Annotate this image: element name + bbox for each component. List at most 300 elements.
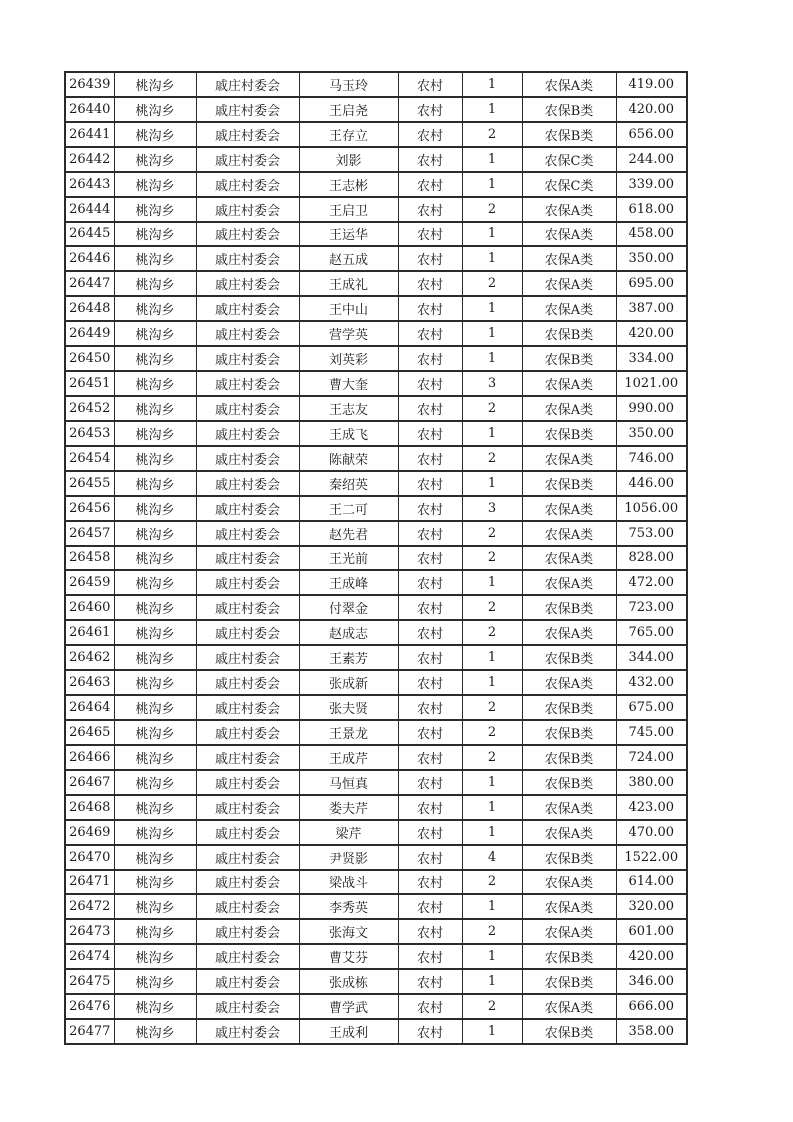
cell-insurance-category: 农保A类 <box>522 396 616 421</box>
cell-township: 桃沟乡 <box>114 246 196 271</box>
cell-village-committee: 戚庄村委会 <box>196 421 299 446</box>
cell-resident-type: 农村 <box>398 172 462 197</box>
cell-resident-type: 农村 <box>398 870 462 895</box>
cell-insurance-category: 农保B类 <box>522 321 616 346</box>
cell-person-count: 1 <box>462 471 522 496</box>
cell-person-count: 2 <box>462 695 522 720</box>
cell-amount: 666.00 <box>616 994 687 1019</box>
cell-amount: 419.00 <box>616 72 687 97</box>
cell-person-count: 2 <box>462 620 522 645</box>
cell-resident-type: 农村 <box>398 1019 462 1044</box>
cell-record-id: 26457 <box>65 521 114 546</box>
cell-insurance-category: 农保B类 <box>522 720 616 745</box>
cell-village-committee: 戚庄村委会 <box>196 570 299 595</box>
cell-resident-type: 农村 <box>398 944 462 969</box>
cell-person-count: 1 <box>462 570 522 595</box>
cell-amount: 656.00 <box>616 122 687 147</box>
table-row <box>65 521 687 546</box>
cell-person-count: 2 <box>462 745 522 770</box>
cell-person-name: 李秀英 <box>299 894 398 919</box>
cell-amount: 423.00 <box>616 795 687 820</box>
cell-township: 桃沟乡 <box>114 346 196 371</box>
cell-township: 桃沟乡 <box>114 496 196 521</box>
cell-record-id: 26468 <box>65 795 114 820</box>
table-row <box>65 396 687 421</box>
cell-person-name: 王素芳 <box>299 645 398 670</box>
cell-township: 桃沟乡 <box>114 745 196 770</box>
cell-person-name: 娄夫芹 <box>299 795 398 820</box>
table-row <box>65 720 687 745</box>
cell-record-id: 26452 <box>65 396 114 421</box>
cell-record-id: 26477 <box>65 1019 114 1044</box>
cell-village-committee: 戚庄村委会 <box>196 197 299 222</box>
cell-amount: 470.00 <box>616 820 687 845</box>
cell-village-committee: 戚庄村委会 <box>196 720 299 745</box>
cell-amount: 765.00 <box>616 620 687 645</box>
cell-person-name: 刘影 <box>299 147 398 172</box>
cell-person-count: 2 <box>462 720 522 745</box>
cell-resident-type: 农村 <box>398 919 462 944</box>
cell-village-committee: 戚庄村委会 <box>196 546 299 571</box>
cell-insurance-category: 农保C类 <box>522 172 616 197</box>
cell-record-id: 26442 <box>65 147 114 172</box>
cell-township: 桃沟乡 <box>114 570 196 595</box>
cell-record-id: 26470 <box>65 845 114 870</box>
cell-person-count: 1 <box>462 147 522 172</box>
cell-person-name: 王成礼 <box>299 271 398 296</box>
cell-insurance-category: 农保B类 <box>522 645 616 670</box>
cell-person-count: 2 <box>462 271 522 296</box>
cell-resident-type: 农村 <box>398 645 462 670</box>
cell-insurance-category: 农保A类 <box>522 496 616 521</box>
cell-township: 桃沟乡 <box>114 720 196 745</box>
cell-resident-type: 农村 <box>398 795 462 820</box>
cell-township: 桃沟乡 <box>114 321 196 346</box>
cell-township: 桃沟乡 <box>114 645 196 670</box>
cell-person-name: 张成新 <box>299 670 398 695</box>
cell-village-committee: 戚庄村委会 <box>196 296 299 321</box>
cell-insurance-category: 农保B类 <box>522 346 616 371</box>
cell-resident-type: 农村 <box>398 246 462 271</box>
cell-person-count: 1 <box>462 246 522 271</box>
cell-amount: 420.00 <box>616 321 687 346</box>
cell-person-name: 王二可 <box>299 496 398 521</box>
cell-person-name: 王成峰 <box>299 570 398 595</box>
cell-township: 桃沟乡 <box>114 670 196 695</box>
cell-township: 桃沟乡 <box>114 471 196 496</box>
cell-township: 桃沟乡 <box>114 421 196 446</box>
cell-village-committee: 戚庄村委会 <box>196 894 299 919</box>
cell-amount: 432.00 <box>616 670 687 695</box>
cell-record-id: 26446 <box>65 246 114 271</box>
cell-amount: 675.00 <box>616 695 687 720</box>
cell-insurance-category: 农保B类 <box>522 1019 616 1044</box>
table-row <box>65 321 687 346</box>
cell-amount: 472.00 <box>616 570 687 595</box>
cell-record-id: 26453 <box>65 421 114 446</box>
cell-record-id: 26456 <box>65 496 114 521</box>
cell-insurance-category: 农保B类 <box>522 97 616 122</box>
cell-village-committee: 戚庄村委会 <box>196 122 299 147</box>
cell-person-name: 曹大奎 <box>299 371 398 396</box>
cell-village-committee: 戚庄村委会 <box>196 72 299 97</box>
table-row <box>65 72 687 97</box>
cell-village-committee: 戚庄村委会 <box>196 969 299 994</box>
cell-village-committee: 戚庄村委会 <box>196 919 299 944</box>
cell-person-count: 1 <box>462 222 522 247</box>
cell-resident-type: 农村 <box>398 546 462 571</box>
cell-amount: 1522.00 <box>616 845 687 870</box>
cell-person-name: 尹贤影 <box>299 845 398 870</box>
table-row <box>65 645 687 670</box>
cell-village-committee: 戚庄村委会 <box>196 521 299 546</box>
cell-record-id: 26471 <box>65 870 114 895</box>
cell-person-name: 付翠金 <box>299 595 398 620</box>
cell-village-committee: 戚庄村委会 <box>196 97 299 122</box>
cell-resident-type: 农村 <box>398 994 462 1019</box>
cell-record-id: 26455 <box>65 471 114 496</box>
cell-person-name: 张成栋 <box>299 969 398 994</box>
cell-township: 桃沟乡 <box>114 770 196 795</box>
table-row <box>65 695 687 720</box>
cell-village-committee: 戚庄村委会 <box>196 994 299 1019</box>
cell-village-committee: 戚庄村委会 <box>196 770 299 795</box>
cell-person-count: 3 <box>462 496 522 521</box>
cell-person-name: 王存立 <box>299 122 398 147</box>
cell-person-name: 王成利 <box>299 1019 398 1044</box>
cell-person-name: 马玉玲 <box>299 72 398 97</box>
cell-amount: 346.00 <box>616 969 687 994</box>
cell-insurance-category: 农保A类 <box>522 72 616 97</box>
cell-amount: 320.00 <box>616 894 687 919</box>
cell-village-committee: 戚庄村委会 <box>196 346 299 371</box>
table-row <box>65 446 687 471</box>
cell-village-committee: 戚庄村委会 <box>196 595 299 620</box>
table-row <box>65 870 687 895</box>
cell-person-name: 刘英彩 <box>299 346 398 371</box>
cell-village-committee: 戚庄村委会 <box>196 1019 299 1044</box>
cell-person-name: 赵成志 <box>299 620 398 645</box>
cell-township: 桃沟乡 <box>114 122 196 147</box>
cell-amount: 420.00 <box>616 97 687 122</box>
cell-village-committee: 戚庄村委会 <box>196 695 299 720</box>
cell-person-count: 1 <box>462 421 522 446</box>
table-row <box>65 371 687 396</box>
cell-person-name: 梁芹 <box>299 820 398 845</box>
cell-person-count: 2 <box>462 870 522 895</box>
cell-insurance-category: 农保A类 <box>522 670 616 695</box>
cell-record-id: 26450 <box>65 346 114 371</box>
cell-township: 桃沟乡 <box>114 396 196 421</box>
cell-resident-type: 农村 <box>398 720 462 745</box>
cell-person-count: 1 <box>462 795 522 820</box>
cell-township: 桃沟乡 <box>114 994 196 1019</box>
cell-record-id: 26459 <box>65 570 114 595</box>
records-table-body <box>65 72 687 1044</box>
cell-amount: 1021.00 <box>616 371 687 396</box>
cell-record-id: 26461 <box>65 620 114 645</box>
cell-village-committee: 戚庄村委会 <box>196 944 299 969</box>
cell-village-committee: 戚庄村委会 <box>196 371 299 396</box>
cell-village-committee: 戚庄村委会 <box>196 471 299 496</box>
cell-township: 桃沟乡 <box>114 695 196 720</box>
cell-resident-type: 农村 <box>398 271 462 296</box>
cell-person-name: 王启卫 <box>299 197 398 222</box>
cell-amount: 350.00 <box>616 421 687 446</box>
table-row <box>65 222 687 247</box>
cell-person-name: 赵先君 <box>299 521 398 546</box>
cell-resident-type: 农村 <box>398 496 462 521</box>
cell-person-name: 营学英 <box>299 321 398 346</box>
table-row <box>65 421 687 446</box>
cell-person-name: 王景龙 <box>299 720 398 745</box>
cell-insurance-category: 农保B类 <box>522 421 616 446</box>
cell-resident-type: 农村 <box>398 620 462 645</box>
cell-village-committee: 戚庄村委会 <box>196 396 299 421</box>
cell-person-name: 陈献荣 <box>299 446 398 471</box>
cell-person-name: 王运华 <box>299 222 398 247</box>
table-row <box>65 546 687 571</box>
cell-record-id: 26472 <box>65 894 114 919</box>
table-row <box>65 620 687 645</box>
table-row <box>65 296 687 321</box>
table-row <box>65 919 687 944</box>
table-row <box>65 246 687 271</box>
cell-resident-type: 农村 <box>398 471 462 496</box>
cell-insurance-category: 农保A类 <box>522 296 616 321</box>
cell-record-id: 26449 <box>65 321 114 346</box>
table-row <box>65 346 687 371</box>
cell-resident-type: 农村 <box>398 97 462 122</box>
cell-amount: 339.00 <box>616 172 687 197</box>
cell-township: 桃沟乡 <box>114 72 196 97</box>
cell-person-count: 4 <box>462 845 522 870</box>
table-row <box>65 670 687 695</box>
cell-person-name: 秦绍英 <box>299 471 398 496</box>
cell-person-name: 梁战斗 <box>299 870 398 895</box>
cell-record-id: 26465 <box>65 720 114 745</box>
cell-person-count: 1 <box>462 321 522 346</box>
cell-amount: 745.00 <box>616 720 687 745</box>
cell-village-committee: 戚庄村委会 <box>196 795 299 820</box>
cell-insurance-category: 农保B类 <box>522 695 616 720</box>
cell-person-count: 1 <box>462 172 522 197</box>
cell-insurance-category: 农保A类 <box>522 795 616 820</box>
cell-insurance-category: 农保A类 <box>522 222 616 247</box>
table-row <box>65 271 687 296</box>
cell-insurance-category: 农保A类 <box>522 820 616 845</box>
cell-resident-type: 农村 <box>398 820 462 845</box>
cell-amount: 334.00 <box>616 346 687 371</box>
cell-township: 桃沟乡 <box>114 919 196 944</box>
cell-insurance-category: 农保A类 <box>522 446 616 471</box>
cell-record-id: 26460 <box>65 595 114 620</box>
cell-record-id: 26458 <box>65 546 114 571</box>
cell-person-name: 马恒真 <box>299 770 398 795</box>
cell-resident-type: 农村 <box>398 446 462 471</box>
cell-resident-type: 农村 <box>398 72 462 97</box>
cell-record-id: 26474 <box>65 944 114 969</box>
table-row <box>65 994 687 1019</box>
cell-record-id: 26439 <box>65 72 114 97</box>
cell-amount: 387.00 <box>616 296 687 321</box>
cell-township: 桃沟乡 <box>114 371 196 396</box>
cell-insurance-category: 农保A类 <box>522 546 616 571</box>
cell-village-committee: 戚庄村委会 <box>196 745 299 770</box>
cell-village-committee: 戚庄村委会 <box>196 496 299 521</box>
cell-amount: 1056.00 <box>616 496 687 521</box>
cell-person-count: 1 <box>462 894 522 919</box>
cell-person-count: 1 <box>462 72 522 97</box>
cell-amount: 614.00 <box>616 870 687 895</box>
table-row <box>65 595 687 620</box>
table-row <box>65 147 687 172</box>
cell-resident-type: 农村 <box>398 396 462 421</box>
cell-village-committee: 戚庄村委会 <box>196 446 299 471</box>
cell-insurance-category: 农保A类 <box>522 994 616 1019</box>
cell-amount: 746.00 <box>616 446 687 471</box>
cell-person-name: 张海文 <box>299 919 398 944</box>
cell-village-committee: 戚庄村委会 <box>196 870 299 895</box>
cell-amount: 350.00 <box>616 246 687 271</box>
cell-record-id: 26473 <box>65 919 114 944</box>
cell-person-count: 1 <box>462 296 522 321</box>
cell-resident-type: 农村 <box>398 222 462 247</box>
cell-person-name: 曹学武 <box>299 994 398 1019</box>
cell-insurance-category: 农保B类 <box>522 471 616 496</box>
cell-person-name: 曹艾芬 <box>299 944 398 969</box>
cell-person-count: 2 <box>462 122 522 147</box>
records-table <box>64 71 688 1045</box>
cell-township: 桃沟乡 <box>114 172 196 197</box>
table-row <box>65 845 687 870</box>
cell-township: 桃沟乡 <box>114 595 196 620</box>
cell-insurance-category: 农保A类 <box>522 271 616 296</box>
cell-record-id: 26464 <box>65 695 114 720</box>
cell-resident-type: 农村 <box>398 197 462 222</box>
cell-person-name: 王光前 <box>299 546 398 571</box>
cell-person-count: 2 <box>462 919 522 944</box>
cell-person-count: 2 <box>462 595 522 620</box>
cell-person-name: 王成芹 <box>299 745 398 770</box>
cell-resident-type: 农村 <box>398 894 462 919</box>
cell-resident-type: 农村 <box>398 371 462 396</box>
table-row <box>65 97 687 122</box>
cell-township: 桃沟乡 <box>114 296 196 321</box>
cell-township: 桃沟乡 <box>114 1019 196 1044</box>
table-row <box>65 1019 687 1044</box>
cell-amount: 458.00 <box>616 222 687 247</box>
cell-person-name: 王启尧 <box>299 97 398 122</box>
cell-township: 桃沟乡 <box>114 845 196 870</box>
cell-insurance-category: 农保B类 <box>522 944 616 969</box>
cell-amount: 344.00 <box>616 645 687 670</box>
cell-resident-type: 农村 <box>398 122 462 147</box>
cell-record-id: 26441 <box>65 122 114 147</box>
cell-record-id: 26454 <box>65 446 114 471</box>
cell-insurance-category: 农保A类 <box>522 870 616 895</box>
cell-insurance-category: 农保B类 <box>522 969 616 994</box>
cell-resident-type: 农村 <box>398 745 462 770</box>
cell-record-id: 26443 <box>65 172 114 197</box>
cell-person-count: 1 <box>462 346 522 371</box>
cell-village-committee: 戚庄村委会 <box>196 820 299 845</box>
cell-village-committee: 戚庄村委会 <box>196 845 299 870</box>
cell-village-committee: 戚庄村委会 <box>196 645 299 670</box>
cell-amount: 695.00 <box>616 271 687 296</box>
cell-resident-type: 农村 <box>398 296 462 321</box>
cell-insurance-category: 农保A类 <box>522 620 616 645</box>
cell-amount: 828.00 <box>616 546 687 571</box>
table-row <box>65 496 687 521</box>
cell-insurance-category: 农保A类 <box>522 894 616 919</box>
cell-resident-type: 农村 <box>398 321 462 346</box>
cell-record-id: 26476 <box>65 994 114 1019</box>
cell-township: 桃沟乡 <box>114 870 196 895</box>
cell-person-count: 2 <box>462 396 522 421</box>
cell-amount: 358.00 <box>616 1019 687 1044</box>
cell-person-count: 1 <box>462 645 522 670</box>
cell-resident-type: 农村 <box>398 595 462 620</box>
cell-amount: 723.00 <box>616 595 687 620</box>
cell-township: 桃沟乡 <box>114 197 196 222</box>
cell-township: 桃沟乡 <box>114 271 196 296</box>
table-row <box>65 197 687 222</box>
cell-amount: 244.00 <box>616 147 687 172</box>
cell-insurance-category: 农保B类 <box>522 122 616 147</box>
cell-village-committee: 戚庄村委会 <box>196 271 299 296</box>
cell-person-count: 2 <box>462 197 522 222</box>
cell-person-count: 1 <box>462 770 522 795</box>
cell-insurance-category: 农保B类 <box>522 770 616 795</box>
cell-person-name: 王志彬 <box>299 172 398 197</box>
cell-record-id: 26462 <box>65 645 114 670</box>
cell-insurance-category: 农保A类 <box>522 570 616 595</box>
cell-insurance-category: 农保A类 <box>522 919 616 944</box>
table-row <box>65 795 687 820</box>
cell-township: 桃沟乡 <box>114 969 196 994</box>
cell-township: 桃沟乡 <box>114 446 196 471</box>
cell-amount: 753.00 <box>616 521 687 546</box>
cell-record-id: 26466 <box>65 745 114 770</box>
cell-insurance-category: 农保A类 <box>522 197 616 222</box>
cell-person-count: 2 <box>462 521 522 546</box>
cell-resident-type: 农村 <box>398 670 462 695</box>
cell-person-name: 王中山 <box>299 296 398 321</box>
cell-person-count: 1 <box>462 969 522 994</box>
cell-amount: 990.00 <box>616 396 687 421</box>
cell-record-id: 26447 <box>65 271 114 296</box>
cell-township: 桃沟乡 <box>114 222 196 247</box>
table-row <box>65 944 687 969</box>
cell-insurance-category: 农保A类 <box>522 371 616 396</box>
cell-village-committee: 戚庄村委会 <box>196 620 299 645</box>
cell-resident-type: 农村 <box>398 570 462 595</box>
cell-record-id: 26448 <box>65 296 114 321</box>
cell-township: 桃沟乡 <box>114 147 196 172</box>
cell-amount: 618.00 <box>616 197 687 222</box>
cell-insurance-category: 农保B类 <box>522 845 616 870</box>
cell-resident-type: 农村 <box>398 147 462 172</box>
cell-person-name: 赵五成 <box>299 246 398 271</box>
cell-village-committee: 戚庄村委会 <box>196 670 299 695</box>
cell-village-committee: 戚庄村委会 <box>196 222 299 247</box>
table-row <box>65 570 687 595</box>
cell-amount: 420.00 <box>616 944 687 969</box>
cell-person-name: 王成飞 <box>299 421 398 446</box>
cell-insurance-category: 农保A类 <box>522 246 616 271</box>
cell-record-id: 26463 <box>65 670 114 695</box>
